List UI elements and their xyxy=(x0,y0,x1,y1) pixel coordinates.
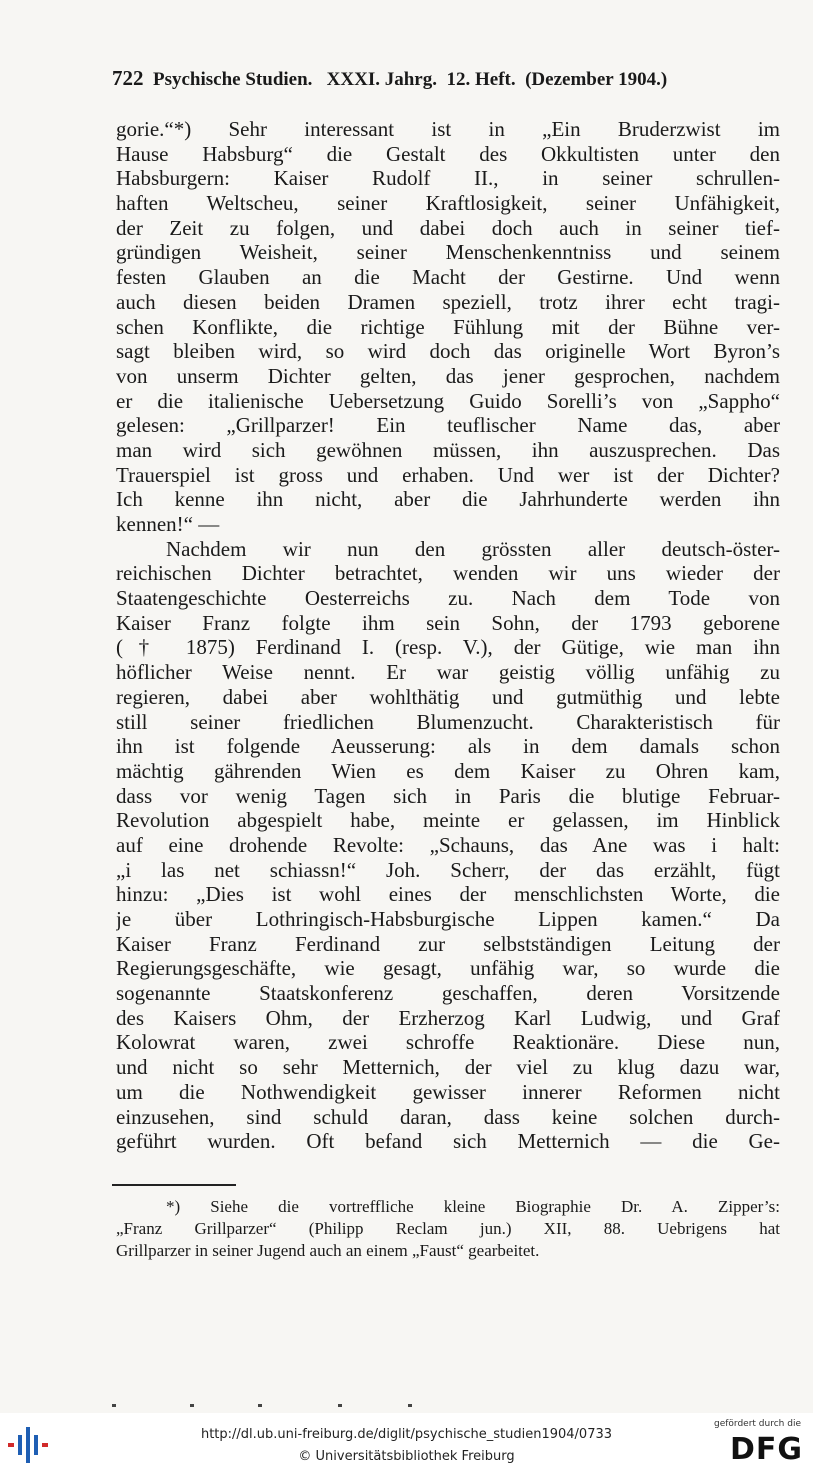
text-line: schen Konflikte, die richtige Fühlung mit der Bühne ver- xyxy=(116,314,780,339)
text-line: des Kaisers Ohm, der Erzherzog Karl Ludwig, und Graf xyxy=(116,1005,780,1030)
text-line: Kaiser Franz folgte ihm sein Sohn, der 1793 geborene xyxy=(116,610,780,635)
journal-date: (Dezember 1904.) xyxy=(525,69,668,90)
text-line: um die Nothwendigkeit gewisser innerer Reformen nicht xyxy=(116,1079,780,1104)
text-line: haften Weltscheu, seiner Kraftlosigkeit, seiner Unfähigkeit, xyxy=(116,191,780,216)
footnote-line: Grillparzer in seiner Jugend auch an einem „Faust“ gearbeitet. xyxy=(116,1241,540,1260)
text-line: gelesen: „Grillparzer! Ein teuflischer Name das, aber xyxy=(116,413,780,438)
text-line: († 1875) Ferdinand I. (resp. V.), der Gütige, wie man ihn xyxy=(116,635,780,660)
text-line: regieren, dabei aber wohlthätig und gutmüthig und lebte xyxy=(116,684,780,709)
dfg-caption: gefördert durch die xyxy=(714,1419,801,1429)
text-line: festen Glauben an die Macht der Gestirne. Und wenn xyxy=(116,265,780,290)
text-line: er die italienische Uebersetzung Guido Sorelli’s von „Sappho“ xyxy=(116,388,780,413)
text-line: Habsburgern: Kaiser Rudolf II., in seiner schrullen- xyxy=(116,166,780,191)
text-line: der Zeit zu folgen, und dabei doch auch in seiner tief- xyxy=(116,215,780,240)
text-line: auch diesen beiden Dramen speziell, trotz ihrer echt tragi- xyxy=(116,289,780,314)
text-line: Kolowrat waren, zwei schroffe Reaktionäre. Diese nun, xyxy=(116,1030,780,1055)
text-line: einzusehen, sind schuld daran, dass keine solchen durch- xyxy=(116,1104,780,1129)
footnote-line: „Franz Grillparzer“ (Philipp Reclam jun.) XII, 88. Uebrigens hat xyxy=(116,1219,780,1238)
text-line: Kaiser Franz Ferdinand zur selbstständigen Leitung der xyxy=(116,931,780,956)
text-line: still seiner friedlichen Blumenzucht. Charakteristisch für xyxy=(116,709,780,734)
text-line: kennen!“ — xyxy=(116,512,220,536)
text-line: mächtig gährenden Wien es dem Kaiser zu Ohren kam, xyxy=(116,758,780,783)
text-line: Regierungsgeschäfte, wie gesagt, unfähig war, so wurde die xyxy=(116,956,780,981)
dfg-logo-icon: DFG xyxy=(729,1432,803,1467)
text-line: „i las net schiassn!“ Joh. Scherr, der das erzählt, fügt xyxy=(116,857,780,882)
footnote-line: *) Siehe die vortreffliche kleine Biographie Dr. A. Zipper’s: xyxy=(166,1197,780,1216)
body-text xyxy=(116,117,780,1154)
running-header xyxy=(112,66,782,96)
journal-title: Psychische Studien. xyxy=(153,69,313,90)
text-line: höflicher Weise nennt. Er war geistig völlig unfähig zu xyxy=(116,660,780,685)
text-line: gorie.“*) Sehr interessant ist in „Ein Bruderzwist im xyxy=(116,117,780,141)
text-line: Hause Habsburg“ die Gestalt des Okkultisten unter den xyxy=(116,141,780,166)
viewer-footer xyxy=(0,1413,813,1473)
text-line: ihn ist folgende Aeusserung: als in dem damals schon xyxy=(116,734,780,759)
text-line: Nachdem wir nun den grössten aller deutsch-öster- xyxy=(166,536,780,561)
text-line: dass vor wenig Tagen sich in Paris die blutige Februar- xyxy=(116,783,780,808)
text-line: auf eine drohende Revolte: „Schauns, das Ane was i halt: xyxy=(116,832,780,857)
permalink-url[interactable]: http://dl.ub.uni-freiburg.de/diglit/psychische_studien1904/0733 xyxy=(200,1427,613,1442)
copyright-notice: © Universitätsbibliothek Freiburg xyxy=(298,1449,515,1464)
text-line: geführt wurden. Oft befand sich Metternich — die Ge- xyxy=(116,1129,780,1154)
text-line: Revolution abgespielt habe, meinte er gelassen, im Hinblick xyxy=(116,808,780,833)
text-line: je über Lothringisch-Habsburgische Lippen kamen.“ Da xyxy=(116,907,780,931)
text-line: von unserm Dichter gelten, das jener gesprochen, nachdem xyxy=(116,363,780,388)
footnote xyxy=(116,1196,780,1262)
text-line: Trauerspiel ist gross und erhaben. Und wer ist der Dichter? xyxy=(116,462,780,487)
text-line: Ich kenne ihn nicht, aber die Jahrhunderte werden ihn xyxy=(116,487,780,512)
text-line: reichischen Dichter betrachtet, wenden wir uns wieder der xyxy=(116,561,780,586)
journal-volume: XXXI. Jahrg. xyxy=(326,69,437,90)
journal-issue: 12. Heft. xyxy=(446,69,516,90)
text-line: und nicht so sehr Metternich, der viel zu klug dazu war, xyxy=(116,1055,780,1080)
page-number: 722 xyxy=(112,66,144,90)
text-line: sogenannte Staatskonferenz geschaffen, deren Vorsitzende xyxy=(116,981,780,1006)
scan-marks xyxy=(110,1404,430,1410)
text-line: hinzu: „Dies ist wohl eines der menschlichsten Worte, die xyxy=(116,882,780,907)
text-line: Staatengeschichte Oesterreichs zu. Nach dem Tode von xyxy=(116,586,780,611)
text-line: gründigen Weisheit, seiner Menschenkenntniss und seinem xyxy=(116,240,780,265)
text-line: sagt bleiben wird, so wird doch das originelle Wort Byron’s xyxy=(116,339,780,364)
text-line: man wird sich gewöhnen müssen, ihn auszusprechen. Das xyxy=(116,437,780,462)
footnote-separator xyxy=(112,1184,236,1186)
